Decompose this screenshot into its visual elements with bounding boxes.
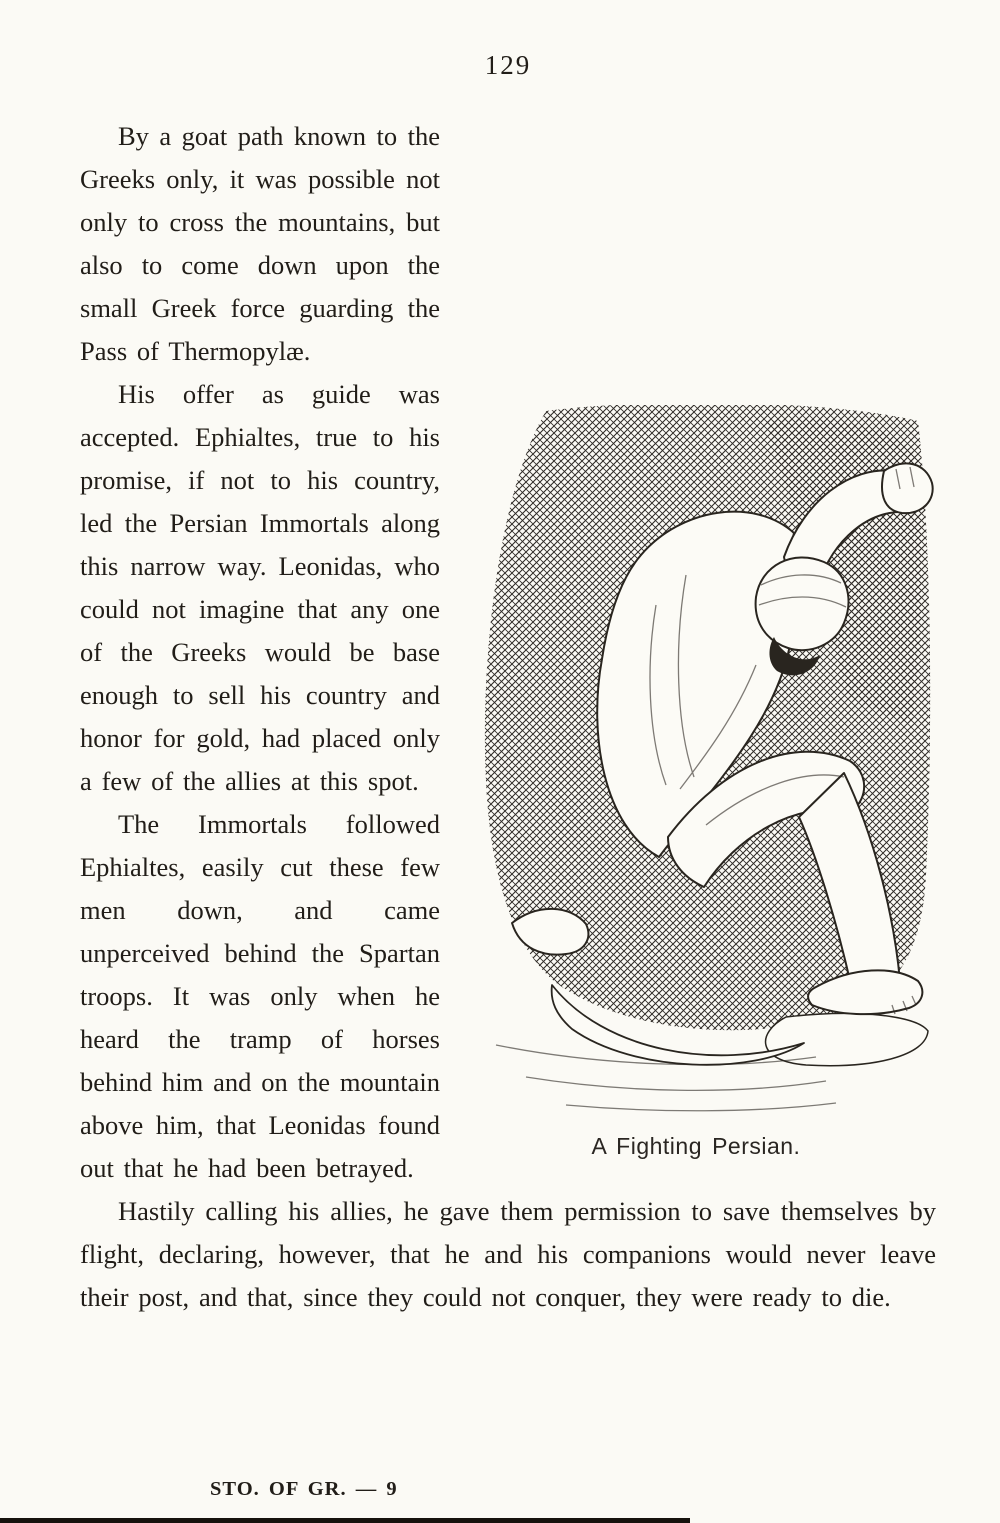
paragraph-ready-to-die: Hastily calling his allies, he gave them permission to save themselves by flight, declaring, however, that he and his companions would never leave their post, and that, since they could not conquer, they were ready to die. <box>80 1196 936 1312</box>
fighting-persian-illustration <box>456 405 936 1115</box>
paragraph-goat-path: By a goat path known to the Greeks only, it was possible not only to cross the mountains, but also to come down upon the small Greek force guarding the Pass of Thermopylæ. <box>80 121 440 366</box>
page-body <box>80 115 936 1319</box>
figure-fighting-persian <box>456 405 936 1168</box>
warrior-head-turban <box>756 557 849 650</box>
paragraph-ephialtes-guide: His offer as guide was accepted. Ephialtes, true to his promise, if not to his country, led the Persian Immortals along this narrow way. Leonidas, who could not imagine that any one of the Greeks would be base enough to sell his country and honor for gold, had placed only a few of the allies at this spot. <box>80 379 440 796</box>
figure-caption: A Fighting Persian. <box>591 1133 801 1159</box>
ground-rock <box>766 1013 928 1065</box>
paragraph-immortals-betrayal: The Immortals followed Ephialtes, easily cut these few men down, and came unperceived behind the Spartan troops. It was only when he heard the tramp of horses behind him and on the mountain above him, that Leonidas found out that he had been betrayed. <box>80 809 440 1183</box>
page-number: 129 <box>484 50 532 80</box>
warrior-far-foot <box>512 909 588 955</box>
scan-edge-artifact <box>0 1518 690 1523</box>
warrior-fist <box>882 463 933 513</box>
printers-signature: STO. OF GR. — 9 <box>210 1478 398 1500</box>
